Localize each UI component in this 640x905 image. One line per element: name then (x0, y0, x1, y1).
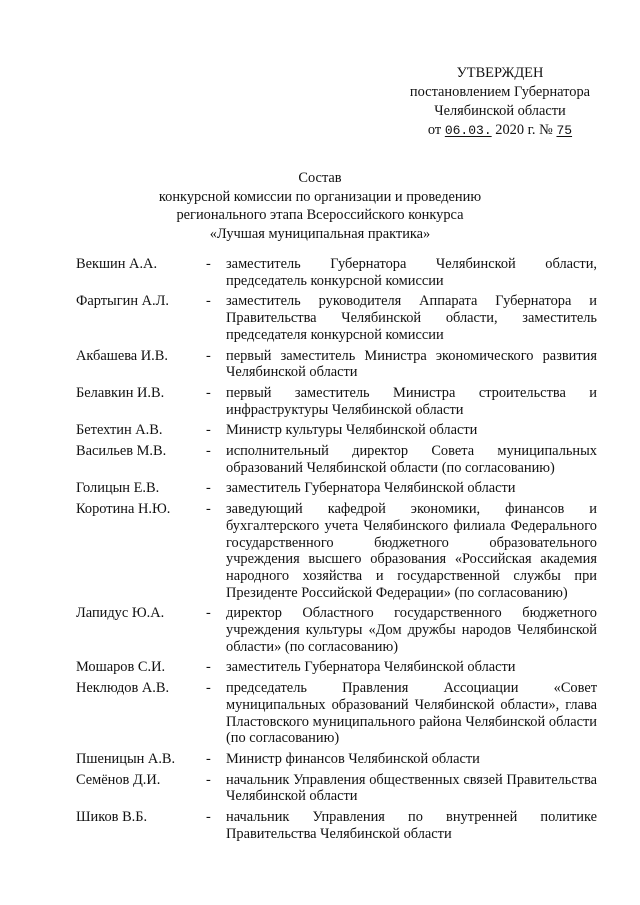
member-name: Акбашева И.В. (76, 347, 168, 364)
title-line-2: конкурсной комиссии по организации и проведению (158, 188, 482, 205)
member-name: Мошаров С.И. (76, 659, 166, 676)
member-row (76, 480, 597, 497)
member-name: Голицын Е.В. (76, 480, 160, 497)
member-row (76, 385, 597, 418)
member-role: Министр культуры Челябинской области (226, 422, 478, 439)
member-dash: - (206, 680, 211, 697)
member-name: Васильев М.В. (76, 443, 167, 460)
member-role: заместитель Губернатора Челябинской области (226, 659, 516, 676)
member-name: Фартыгин А.Л. (76, 293, 169, 310)
member-dash: - (206, 422, 211, 439)
member-row (76, 443, 597, 476)
member-role: заведующий кафедрой экономики, финансов и бухгалтерского учета Челябинского филиала Федерального государственного бюджетного образовательного учреждения высшего образования «Российская академия народного хозяйства и государственной службы при Президенте Российской Федерации» (по согласованию) (226, 501, 597, 601)
approval-stamp (400, 64, 600, 140)
member-row (76, 348, 597, 381)
member-name: Неклюдов А.В. (76, 680, 170, 697)
member-row (76, 809, 597, 842)
member-name: Лапидус Ю.А. (76, 605, 165, 622)
member-name: Шиков В.Б. (76, 809, 148, 826)
member-dash: - (206, 659, 211, 676)
title-line-4: «Лучшая муниципальная практика» (209, 225, 431, 242)
member-role: первый заместитель Министра экономического развития Челябинской области (226, 347, 597, 381)
approval-line-resolution: постановлением Губернатора (409, 84, 591, 100)
approval-line-region: Челябинской области (434, 103, 566, 119)
member-dash: - (206, 750, 211, 767)
member-role: Министр финансов Челябинской области (226, 750, 480, 767)
member-row (76, 751, 597, 768)
approval-year-number: 2020 г. № (495, 122, 553, 138)
member-role: начальник Управления общественных связей Правительства Челябинской области (226, 771, 597, 805)
member-role: исполнительный директор Совета муниципальных образований Челябинской области (по согласованию) (226, 443, 597, 476)
member-dash: - (206, 347, 211, 364)
member-dash: - (206, 605, 211, 622)
member-row (76, 772, 597, 805)
member-dash: - (206, 384, 211, 401)
title-line-1: Состав (298, 170, 342, 186)
member-dash: - (206, 480, 211, 497)
approval-line-date (400, 121, 600, 140)
member-role: директор Областного государственного бюджетного учреждения культуры «Дом дружбы народов Челябинской области» (по согласованию) (226, 605, 597, 655)
member-row (76, 501, 597, 601)
members-list (76, 256, 597, 847)
member-name: Белавкин И.В. (76, 384, 165, 401)
member-dash: - (206, 293, 211, 310)
member-name: Пшеницын А.В. (76, 750, 176, 767)
member-dash: - (206, 256, 211, 272)
member-name: Коротина Н.Ю. (76, 501, 171, 518)
document-title (120, 169, 520, 243)
member-row (76, 293, 597, 343)
member-role: заместитель руководителя Аппарата Губернатора и Правительства Челябинской области, заместитель председателя конкурсной комиссии (226, 293, 597, 343)
member-name: Векшин А.А. (76, 256, 158, 272)
approval-date-prefix: от (427, 122, 442, 138)
member-dash: - (206, 771, 211, 788)
member-dash: - (206, 809, 211, 826)
member-row (76, 605, 597, 655)
member-role: заместитель Губернатора Челябинской области, председатель конкурсной комиссии (226, 256, 597, 289)
title-line-3: регионального этапа Всероссийского конкурса (176, 207, 464, 223)
approval-date-value: 06.03. (444, 123, 492, 138)
member-row (76, 422, 597, 439)
member-role: председатель Правления Ассоциации «Совет муниципальных образований Челябинской области», глава Пластовского муниципального района Челябинской области (по согласованию) (226, 680, 597, 747)
member-dash: - (206, 501, 211, 518)
member-row (76, 680, 597, 747)
member-role: заместитель Губернатора Челябинской области (226, 480, 516, 497)
member-row (76, 256, 597, 289)
member-row (76, 659, 597, 676)
member-dash: - (206, 443, 211, 460)
member-role: начальник Управления по внутренней политике Правительства Челябинской области (226, 809, 597, 842)
approval-heading: УТВЕРЖДЕН (456, 65, 544, 81)
member-role: первый заместитель Министра строительства и инфраструктуры Челябинской области (226, 384, 597, 418)
member-name: Бетехтин А.В. (76, 422, 163, 439)
member-name: Семёнов Д.И. (76, 771, 161, 788)
approval-number-value: 75 (556, 123, 573, 138)
